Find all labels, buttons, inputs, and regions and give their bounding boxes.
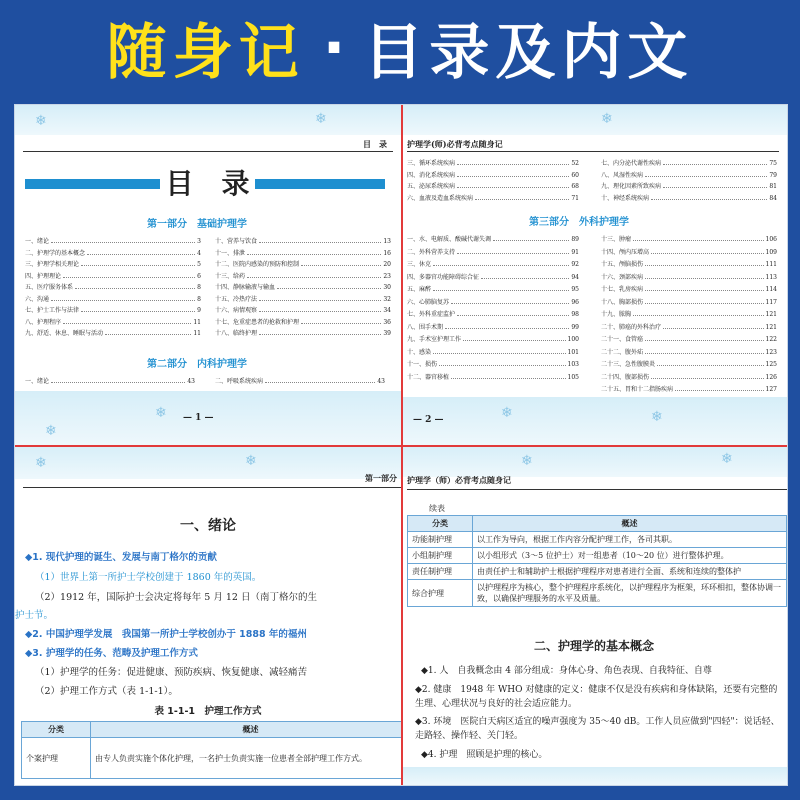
- toc-entry[interactable]: [407, 373, 579, 382]
- toc-entry[interactable]: [407, 235, 579, 244]
- toc-entry-page: 8: [197, 284, 201, 291]
- toc-entry-title: 八、风湿性疾病: [601, 171, 644, 179]
- toc-entry[interactable]: [407, 171, 579, 180]
- leader-dots: [645, 285, 764, 291]
- snowflake-icon: ❄: [521, 453, 533, 469]
- leader-dots: [63, 318, 191, 324]
- toc-entry-page: 99: [571, 323, 579, 331]
- page-header: 目 录: [363, 139, 387, 149]
- leader-dots: [75, 283, 195, 289]
- toc-entry-title: 八、围手术期: [407, 323, 444, 331]
- leader-dots: [457, 182, 569, 188]
- toc-entry-title: 三、休克: [407, 261, 432, 268]
- snowflake-icon: ❄: [245, 453, 257, 469]
- table-cell: 个案护理: [22, 738, 91, 779]
- toc-entry-title: 五、泌尿系统疾病: [407, 183, 456, 190]
- toc-entry[interactable]: [25, 329, 201, 338]
- toc-entry-page: 89: [571, 236, 579, 243]
- header-rule: [23, 487, 401, 488]
- text-line: ◆1. 人 自我概念由 4 部分组成：身体心身、角色表现、自我特征、自尊: [421, 666, 712, 676]
- toc-entry-page: 92: [571, 261, 579, 268]
- toc-entry-title: 一、水、电解质、酸碱代谢失调: [407, 236, 492, 243]
- toc-entry-title: 十七、危重症患者的抢救和护理: [215, 318, 300, 326]
- toc-entry[interactable]: [407, 194, 579, 203]
- leader-dots: [645, 335, 764, 341]
- toc-entry-page: 11: [193, 318, 201, 326]
- section-title: 一、绪论: [180, 518, 236, 534]
- table-header: 概述: [473, 516, 787, 532]
- toc-entry-page: 95: [571, 286, 579, 293]
- leader-dots: [439, 360, 566, 366]
- toc-entry[interactable]: [601, 348, 777, 357]
- toc-entry[interactable]: [215, 237, 391, 246]
- page-2: [401, 105, 787, 445]
- text-line: ◆4. 护理 照顾是护理的核心。: [421, 750, 548, 760]
- toc-entry-title: 六、心肺脑复苏: [407, 298, 450, 306]
- toc-entry[interactable]: [601, 310, 777, 319]
- banner-title-left: 随身记: [106, 18, 305, 88]
- leader-dots: [247, 249, 381, 255]
- toc-entry-title: 十一、损伤: [407, 361, 438, 368]
- leader-dots: [633, 310, 764, 316]
- leader-dots: [259, 237, 381, 243]
- table-row: [408, 564, 787, 580]
- toc-entry-page: 105: [567, 373, 579, 381]
- toc-entry[interactable]: [601, 335, 777, 344]
- toc-entry-page: 113: [765, 273, 777, 281]
- toc-entry[interactable]: [407, 248, 579, 257]
- toc-entry[interactable]: [25, 249, 201, 258]
- header-rule: [407, 151, 779, 152]
- toc-entry-title: 九、舒适、休息、睡眠与活动: [25, 330, 104, 337]
- toc-entry[interactable]: [601, 260, 777, 269]
- table-header-row: [408, 516, 787, 532]
- leader-dots: [463, 335, 566, 341]
- leader-dots: [663, 182, 767, 188]
- text-line: ◆3. 环境 医院白天病区适宜的噪声强度为 35～40 dB。工作人员应做到"四轻"：说话轻、走路轻、操作轻、关门轻。: [415, 717, 780, 741]
- banner: [0, 0, 800, 96]
- table-cell: 综合护理: [408, 580, 473, 607]
- table-header-row: [22, 722, 402, 738]
- toc-entry-title: 二十三、急性腹膜炎: [601, 361, 656, 368]
- leader-dots: [81, 306, 195, 312]
- toc-entry[interactable]: [215, 283, 391, 292]
- book-spread: [14, 104, 788, 786]
- toc-entry[interactable]: [407, 285, 579, 294]
- toc-entry-title: 三、循环系统疾病: [407, 160, 456, 167]
- toc-entry-title: 八、护理程序: [25, 318, 62, 326]
- toc-entry-title: 十、感染: [407, 348, 432, 356]
- toc-entry-page: 11: [193, 330, 201, 337]
- page-number: — 1 —: [183, 413, 214, 423]
- toc-entry[interactable]: [25, 237, 201, 246]
- leader-dots: [645, 171, 767, 177]
- page-divider-horizontal: [15, 445, 787, 447]
- table-header: 分类: [408, 516, 473, 532]
- leader-dots: [277, 283, 381, 289]
- toc-entry[interactable]: [407, 310, 579, 319]
- toc-entry-title: 七、护士工作与法律: [25, 307, 80, 314]
- toc-entry-page: 125: [765, 361, 777, 368]
- toc-entry-page: 39: [383, 330, 391, 337]
- leader-dots: [651, 248, 764, 254]
- toc-entry-page: 117: [765, 298, 777, 306]
- table-title: 表 1-1-1 护理工作方式: [154, 706, 262, 717]
- toc-entry-title: 二十五、胃和十二指肠疾病: [601, 386, 674, 393]
- toc-entry[interactable]: [601, 182, 777, 191]
- header-rule: [23, 151, 393, 152]
- toc-entry-page: 34: [383, 307, 391, 314]
- toc-entry[interactable]: [215, 295, 391, 304]
- leader-dots: [445, 323, 569, 329]
- toc-entry-page: 103: [567, 361, 579, 368]
- toc-entry[interactable]: [25, 306, 201, 315]
- text-line: （2）1912 年，国际护士会决定将每年 5 月 12 日（南丁格尔的生: [35, 592, 317, 603]
- table-header: 概述: [91, 722, 402, 738]
- text-line: （2）护理工作方式（表 1-1-1）。: [35, 686, 178, 697]
- leader-dots: [259, 295, 381, 301]
- leader-dots: [433, 260, 569, 266]
- point-heading: ◆1. 现代护理的诞生、发展与南丁格尔的贡献: [25, 552, 217, 563]
- table-cell: 功能制护理: [408, 532, 473, 548]
- page-header: 第一部分: [365, 473, 397, 483]
- snowflake-icon: ❄: [45, 423, 57, 439]
- table-cell: 以护理程序为核心，整个护理程序系统化，以护理程序为框架，环环相扣，整体协调一致，以确保护理服务的水平及质量。: [473, 580, 787, 607]
- toc-entry-title: 四、护理理论: [25, 272, 62, 280]
- toc-entry[interactable]: [407, 348, 579, 357]
- part-title: 第一部分 基础护理学: [147, 219, 247, 230]
- toc-entry-page: 114: [765, 286, 777, 293]
- toc-entry-title: 二十一、食管癌: [601, 336, 644, 343]
- toc-entry-page: 122: [765, 336, 777, 343]
- toc-entry[interactable]: [407, 260, 579, 269]
- leader-dots: [105, 329, 191, 335]
- page-4: [401, 445, 787, 785]
- toc-entry[interactable]: [407, 182, 579, 191]
- leader-dots: [663, 159, 767, 165]
- toc-entry-title: 十二、医院内感染的预防和控制: [215, 261, 300, 268]
- toc-entry-page: 94: [571, 273, 579, 281]
- leader-dots: [51, 295, 195, 301]
- toc-entry[interactable]: [25, 295, 201, 304]
- toc-entry-title: 五、医疗服务体系: [25, 284, 74, 291]
- toc-entry-page: 98: [571, 311, 579, 318]
- snowflake-icon: ❄: [35, 455, 47, 471]
- snowflake-icon: ❄: [651, 409, 663, 425]
- toc-entry-title: 十、神经系统疾病: [601, 194, 650, 202]
- toc-entry-page: 23: [383, 272, 391, 280]
- toc-entry[interactable]: [215, 329, 391, 338]
- table-row: [408, 548, 787, 564]
- toc-entry-page: 3: [197, 238, 201, 245]
- toc-entry-page: 126: [765, 373, 777, 381]
- sky-bottom: [401, 397, 787, 445]
- page-header: 护理学(师)必背考点随身记: [407, 139, 503, 149]
- toc-entry-title: 三、护理学相关理论: [25, 261, 80, 268]
- toc-entry-title: 九、手术室护理工作: [407, 336, 462, 343]
- toc-entry-page: 75: [769, 160, 777, 167]
- banner-dot: ·: [322, 13, 346, 83]
- text-line: （1）护理学的任务：促进健康、预防疾病、恢复健康、减轻痛苦: [35, 667, 308, 678]
- leader-dots: [493, 235, 569, 241]
- toc-entry[interactable]: [601, 285, 777, 294]
- snowflake-icon: ❄: [315, 111, 327, 127]
- toc-entry[interactable]: [215, 306, 391, 315]
- leader-dots: [301, 318, 381, 324]
- toc-entry-title: 六、血液及造血系统疾病: [407, 194, 474, 202]
- toc-entry-title: 四、多器官功能障碍综合征: [407, 273, 480, 281]
- toc-entry[interactable]: [601, 373, 777, 382]
- snowflake-icon: ❄: [35, 113, 47, 129]
- toc-entry-title: 十、营养与饮食: [215, 238, 258, 245]
- toc-entry[interactable]: 一、绪论 43: [25, 378, 195, 385]
- leader-dots: [651, 373, 764, 379]
- leader-dots: [81, 260, 195, 266]
- toc-entry-title: 十一、排泄: [215, 249, 246, 257]
- toc-entry-page: 101: [567, 348, 579, 356]
- toc-entry[interactable]: [407, 360, 579, 369]
- toc-entry-title: 十三、肿瘤: [601, 236, 632, 243]
- toc-entry-page: 106: [765, 236, 777, 243]
- toc-entry-page: 32: [383, 295, 391, 303]
- page-header: 护理学（师）必背考点随身记: [407, 475, 511, 485]
- toc-entry-page: 79: [769, 171, 777, 179]
- toc-entry-title: 十九、脓胸: [601, 311, 632, 318]
- point-heading: ◆2. 中国护理学发展 我国第一所护士学校创办于 1888 年的福州: [25, 629, 307, 640]
- toc-entry-page: 36: [383, 318, 391, 326]
- toc-entry[interactable]: [601, 159, 777, 168]
- toc-entry-title: 六、沟通: [25, 295, 50, 303]
- toc-entry-title: 九、理化因素所致疾病: [601, 183, 662, 190]
- toc-entry-page: 9: [197, 307, 201, 314]
- leader-dots: [457, 159, 569, 165]
- table-row: [22, 738, 402, 779]
- toc-entry[interactable]: [601, 323, 777, 332]
- part-title: 第三部分 外科护理学: [529, 217, 629, 228]
- snowflake-icon: ❄: [501, 405, 513, 421]
- text-line: ◆2. 健康 1948 年 WHO 对健康的定义：健康不仅是没有疾病和身体缺陷，还要有完整的生理、心理状况与良好的社会适应能力。: [415, 685, 778, 709]
- leader-dots: [481, 273, 569, 279]
- leader-dots: [645, 273, 764, 279]
- page-3: [15, 445, 401, 785]
- toc-entry-page: 111: [765, 261, 777, 268]
- toc-entry-title: 十六、颈部疾病: [601, 273, 644, 281]
- toc-title: 目 录: [160, 167, 255, 201]
- leader-dots: [87, 249, 195, 255]
- toc-entry-page: 60: [571, 171, 579, 179]
- toc-entry[interactable]: [215, 249, 391, 258]
- part-title: 第二部分 内科护理学: [147, 359, 247, 370]
- continued-label: 续表: [429, 504, 445, 513]
- toc-entry-page: 123: [765, 348, 777, 356]
- leader-dots: [259, 306, 381, 312]
- toc-entry[interactable]: [407, 298, 579, 307]
- toc-entry-page: 84: [769, 194, 777, 202]
- toc-entry[interactable]: [25, 283, 201, 292]
- toc-entry[interactable]: [407, 335, 579, 344]
- toc-entry[interactable]: [25, 260, 201, 269]
- toc-entry-title: 十八、胸部损伤: [601, 298, 644, 306]
- toc-entry-page: 91: [571, 248, 579, 256]
- toc-entry-title: 十八、临终护理: [215, 330, 258, 337]
- leader-dots: [663, 323, 764, 329]
- leader-dots: [633, 235, 764, 241]
- toc-entry-page: 30: [383, 284, 391, 291]
- text-line: （1）世界上第一所护士学校创建于 1860 年的英国。: [35, 572, 262, 583]
- toc-entry[interactable]: [25, 272, 201, 281]
- table-cell: 责任制护理: [408, 564, 473, 580]
- toc-entry[interactable]: [25, 318, 201, 327]
- toc-entry-page: 121: [765, 311, 777, 318]
- header-rule: [407, 489, 787, 490]
- toc-entry-title: 二十四、腹部损伤: [601, 373, 650, 381]
- leader-dots: [433, 348, 566, 354]
- toc-entry-title: 七、外科重症监护: [407, 311, 456, 318]
- toc-entry-title: 四、消化系统疾病: [407, 171, 456, 179]
- snowflake-icon: ❄: [601, 111, 613, 127]
- toc-entry-title: 二、护理学的基本概念: [25, 249, 86, 257]
- leader-dots: [451, 373, 566, 379]
- sky-bottom: [401, 767, 787, 785]
- point-heading: ◆3. 护理学的任务、范畴及护理工作方式: [25, 648, 198, 659]
- toc-entry-page: 127: [765, 386, 777, 393]
- toc-entry[interactable]: [407, 159, 579, 168]
- leader-dots: [63, 272, 195, 278]
- toc-entry-title: 十五、颅脑损伤: [601, 261, 644, 268]
- snowflake-icon: ❄: [721, 451, 733, 467]
- toc-entry-title: 七、内分泌代谢性疾病: [601, 160, 662, 167]
- toc-entry-title: 十四、颅内压增高: [601, 248, 650, 256]
- table-cell: 以小组形式（3～5 位护士）对一组患者（10～20 位）进行整体护理。: [473, 548, 787, 564]
- table-row: [408, 532, 787, 548]
- toc-entry-page: 8: [197, 295, 201, 303]
- sky-top: [15, 105, 401, 135]
- toc-entry-page: 16: [383, 249, 391, 257]
- toc-entry-page: 100: [567, 336, 579, 343]
- page-1: [15, 105, 401, 445]
- toc-entry[interactable]: [407, 273, 579, 282]
- work-mode-table: [21, 721, 401, 779]
- toc-entry[interactable]: [601, 273, 777, 282]
- toc-entry[interactable]: [601, 235, 777, 244]
- leader-dots: [651, 194, 767, 200]
- toc-entry-page: 81: [769, 183, 777, 190]
- toc-entry[interactable]: [601, 298, 777, 307]
- toc-entry[interactable]: 二、呼吸系统疾病 43: [215, 378, 385, 385]
- toc-entry-title: 十七、乳房疾病: [601, 286, 644, 293]
- toc-entry-title: 五、麻醉: [407, 286, 432, 293]
- toc-entry[interactable]: [601, 248, 777, 257]
- toc-entry[interactable]: [215, 272, 391, 281]
- toc-entry[interactable]: [601, 385, 777, 394]
- sky-top: [401, 105, 787, 135]
- page-number: — 2 —: [413, 415, 444, 425]
- toc-entry-title: 十四、静脉输液与输血: [215, 284, 276, 291]
- leader-dots: [259, 329, 381, 335]
- text-line: 护士节。: [15, 610, 54, 621]
- toc-entry[interactable]: [601, 171, 777, 180]
- table-cell: 由专人负责实施个体化护理，一名护士负责实施一位患者全部护理工作方式。: [91, 738, 402, 779]
- toc-entry-title: 二十二、腹外疝: [601, 348, 644, 356]
- leader-dots: [675, 385, 764, 391]
- leader-dots: [657, 360, 764, 366]
- toc-entry[interactable]: [407, 323, 579, 332]
- toc-entry-page: 121: [765, 323, 777, 331]
- leader-dots: [475, 194, 569, 200]
- toc-entry-page: 71: [571, 194, 579, 202]
- toc-entry-title: 十六、病情观察: [215, 307, 258, 314]
- snowflake-icon: ❄: [155, 405, 167, 421]
- toc-entry-page: 68: [571, 183, 579, 190]
- toc-entry-title: 一、绪论: [25, 238, 50, 245]
- toc-entry[interactable]: [215, 318, 391, 327]
- table-cell: 以工作为导向，根据工作内容分配护理工作，各司其职。: [473, 532, 787, 548]
- leader-dots: [247, 272, 381, 278]
- leader-dots: [457, 310, 569, 316]
- toc-entry-page: 52: [571, 160, 579, 167]
- toc-entry-page: 6: [197, 272, 201, 280]
- table-cell: 小组制护理: [408, 548, 473, 564]
- table-cell: 由责任护士和辅助护士根据护理程序对患者进行全面、系统和连续的整体护: [473, 564, 787, 580]
- table-header: 分类: [22, 722, 91, 738]
- toc-entry[interactable]: [601, 360, 777, 369]
- toc-entry-page: 109: [765, 248, 777, 256]
- toc-entry-title: 二十、肺癌的外科治疗: [601, 323, 662, 331]
- toc-entry-title: 二、外科营养支持: [407, 248, 456, 256]
- section-title: 二、护理学的基本概念: [533, 639, 654, 653]
- toc-entry[interactable]: [601, 194, 777, 203]
- toc-entry[interactable]: [215, 260, 391, 269]
- leader-dots: [451, 298, 569, 304]
- table-row: [408, 580, 787, 607]
- leader-dots: [645, 298, 764, 304]
- toc-entry-page: 20: [383, 261, 391, 268]
- banner-title-right: 目录及内文: [363, 18, 694, 88]
- leader-dots: [433, 285, 569, 291]
- sky-top: [15, 445, 401, 479]
- toc-entry-title: 十三、给药: [215, 272, 246, 280]
- toc-entry-page: 4: [197, 249, 201, 257]
- leader-dots: [51, 237, 195, 243]
- leader-dots: [645, 260, 764, 266]
- toc-entry-page: 5: [197, 261, 201, 268]
- leader-dots: [645, 348, 764, 354]
- toc-entry-page: 13: [383, 238, 391, 245]
- leader-dots: [457, 171, 569, 177]
- leader-dots: [457, 248, 569, 254]
- leader-dots: [301, 260, 381, 266]
- toc-entry-title: 十五、冷热疗法: [215, 295, 258, 303]
- work-mode-table-continued: [407, 515, 787, 607]
- toc-entry-page: 96: [571, 298, 579, 306]
- toc-entry-title: 十二、器官移植: [407, 373, 450, 381]
